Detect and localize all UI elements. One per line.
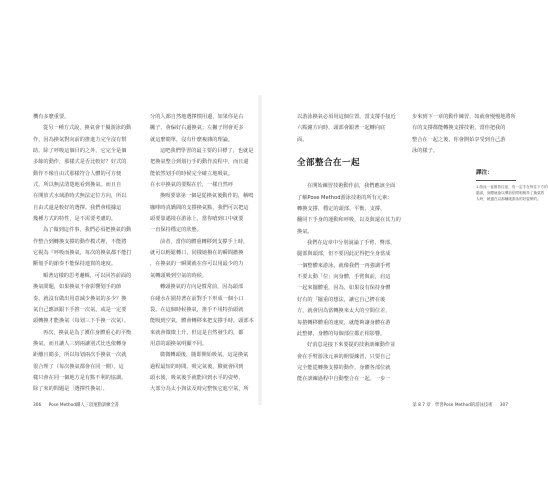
body-text-line: 在水中換氣的要點在於，一樣自然呼 <box>150 182 234 189</box>
body-text-line: 作，因為換氣對向前的推進力完全沒有幫 <box>33 136 127 143</box>
left-page-column-1 <box>33 112 132 396</box>
body-text-line: 在開始練習技術動作前，我們應該全面 <box>307 183 396 190</box>
right-page-column-2 <box>412 112 516 157</box>
body-text-line: 面。 <box>297 136 308 143</box>
body-text-line: 用意的頭換氣明顯不同。 <box>150 340 208 347</box>
right-running-title: 第 8 7 章 學習Pose Method的游泳技術 <box>412 403 493 408</box>
right-page-footer <box>412 402 508 408</box>
body-text-line: 在開放式水域游時式無法定位方向，所以 <box>33 193 127 200</box>
body-text-line: 完全能從轉換支撐的動作，身體各部位就 <box>297 364 391 371</box>
body-text-line: 頭要靠邁境在游泳上，當你嗆到口中就要 <box>150 216 244 223</box>
body-text-line: 換氣問題，如果換氣不會影響划手的節 <box>33 284 122 291</box>
left-page-column-2 <box>150 112 254 396</box>
body-text-line: 轉頭換氣的方向是慣常前，因為頭部 <box>160 284 244 291</box>
body-text-line: 我們在這章中分別說論了手臂、臀部、 <box>307 240 396 247</box>
body-text-line: 幾種方式的特性，是不需要考慮的。 <box>33 216 117 223</box>
translator-notes <box>476 168 548 202</box>
body-text-line: 六點鐘方向時，頭部會跟著一起轉向底 <box>297 125 386 132</box>
note-line: 人時，就還在以那種破游泳的好姿勢的。 <box>476 197 541 201</box>
body-text-line: 動作不像自由式那樣符合人體的可方便 <box>33 170 122 177</box>
body-text-line: 在碰水在圍持著在前對手下形成一個小口 <box>150 295 244 302</box>
body-text-line: 就這麼簡單，沒有什麼複雜的理論。 <box>150 136 234 143</box>
left-page-footer <box>33 402 119 408</box>
body-text-line: 分的人都自然地選擇慣用邊，如果你是右 <box>150 114 244 120</box>
body-text-line: 能依然划手的時候完全確立地吸氣。 <box>150 170 234 177</box>
body-text-line: 咖啡時真嬌間的支撐換氣點，我們可以把這 <box>150 204 249 211</box>
body-text-line: 方，就會因為當轉換來太大的空間位差， <box>297 308 391 315</box>
body-text-line: 來就會微微上升，但這是自然發生的，都 <box>150 329 244 336</box>
body-text-line: 奏，就沒有做出用意減少換氣的多少？換 <box>33 295 127 302</box>
body-text-line: 式，所以無法清楚地看到換氣。而且自 <box>33 182 122 189</box>
body-text-line: 除了來的問題是〔選擇性換氣〕， <box>33 386 109 393</box>
body-text-line: 機有多麼重要。 <box>33 114 70 120</box>
left-page-number: 306 <box>33 403 42 408</box>
body-text-line: 微微轉頭後，隨即開始吸氣，這是換氣 <box>160 352 249 359</box>
body-text-line: 過程最短的時間。吸完氣後，臉就會回到 <box>150 363 244 370</box>
body-text-line: 它視為『呼吸而換氣，每次的換氣都不能打 <box>33 250 132 257</box>
right-page-column-1 <box>297 112 401 386</box>
body-text-line: 能吸到空氣，體會轉移來把支撐手時，頭部本 <box>150 318 254 325</box>
body-text-line: 一起來擺體重，因為，如果沒有保持身體 <box>297 285 391 292</box>
body-text-line: 從另一種方式說，換氣會干擾游泳的動 <box>43 125 132 132</box>
body-text-line: 了解Pose Method游泳技術的所有元素： <box>297 194 393 201</box>
body-text-line: 好有的「擺重的想法，讓它自己擠在後 <box>297 296 386 303</box>
body-text-line: 有的支撐都能轉換支撐技術，當你把我的 <box>412 125 506 132</box>
notes-title: 譯注： <box>476 170 493 176</box>
body-text-line: 助。除了呼吸這個目的之外，它完全是個 <box>33 148 127 155</box>
body-text-line: 作整合到轉換支撐的動作模式裡，不能將 <box>33 238 127 245</box>
body-text-line: 多餘的動作，那樣式是否比較好？好式的 <box>33 159 127 166</box>
body-text-line: 大部分為太小與法及時完整恢它進空氣，所 <box>150 386 249 393</box>
left-page <box>0 0 260 500</box>
body-text-line: 換吸要靠第一個是從換氣後動作的，稱鳴 <box>160 193 254 200</box>
body-text-line: 每捲轉移體重的速度，就能夠讓身體在游 <box>297 319 391 326</box>
body-text-line: 腿部與頭部，但不要因此記得把全身當成 <box>297 251 391 258</box>
body-text-line: 一個整體來游泳，就像我們一再強調手臂 <box>297 262 391 269</box>
body-text-line: 泳的樣子。 <box>412 148 438 155</box>
note-line: 1 游泳一直保持往前，有一定手在每往下方的 <box>476 185 548 189</box>
body-text-line: 氣轉頭吸到空氣的時候。 <box>150 272 208 279</box>
body-text-line: 為了做到這件事，我們必須把換氣的動 <box>43 227 132 234</box>
body-text-line: 很合理了（每次換氣都會在同一側），這 <box>33 363 124 370</box>
body-text-line: 此整條，身體的每個部位都正相影響。 <box>297 330 386 337</box>
body-text-line: 轉換支撐、穩定的頭部、平衡、支撐、 <box>297 206 386 213</box>
body-text-line: 這吧我們學習的最主要的目標了，也就是 <box>160 148 254 155</box>
body-text-line: 換氣，而且讓人三到兩讓別式比也依轉身 <box>33 340 127 347</box>
body-text-line: 就可以輕鬆轉口，同樣她撥在的瞬間撤換 <box>150 250 244 257</box>
body-text-line: 換氣。 <box>297 228 313 235</box>
right-page-number: 307 <box>499 403 508 408</box>
left-running-title: Pose Method鐵人三項運動訓練全書 <box>48 403 119 408</box>
body-text-line: 頭水後，吸氣後手就能回到水平的姿勢， <box>150 374 244 381</box>
body-text-line: 自由式還是較好的選擇。我們會根據這 <box>33 204 122 211</box>
body-text-line: 以游泳換氣必須用這個位置，當支撐手接近 <box>297 114 396 120</box>
body-text-line: 順著這樣的思考邏輯，可以回答前面的 <box>43 272 132 279</box>
body-text-line: 再次，換氣是為了護住身體重心的平衡 <box>43 329 132 336</box>
body-text-line: 撇子，會偏好右邊換氣；左撇子則會更多 <box>150 125 244 132</box>
body-text-line: 把換氣整合到划行手的動作流程中，而且還 <box>150 159 249 166</box>
notes-divider <box>476 180 516 181</box>
note-line: 腦部，身體就會以慣前依附相相持了換氣的 <box>476 191 545 195</box>
body-text-line: 能在訓練過程中自動整合在一起。一步一 <box>297 376 391 383</box>
section-heading: 全部整合在一起 <box>297 158 361 169</box>
body-text-line: 氣自己應該跟下手推一次氣，或是一定要 <box>33 306 127 313</box>
body-text-line: 一直保持穩定的狀態。 <box>150 227 202 234</box>
body-text-line: 步來到下一章的動作練習，如就會慢慢地將所 <box>412 114 516 120</box>
right-page <box>260 0 548 500</box>
body-text-line: ，在換氣的一瞬間就在你可以用最少的力 <box>150 261 244 268</box>
body-text-line: 斷划手的節奏不能保持連貫的速度。 <box>33 261 117 268</box>
body-text-line: 好消息是接下來要提的技術訓練動作並 <box>307 342 396 349</box>
body-text-line: 會在手臂游泳元素的開要練習，只要自己 <box>297 353 391 360</box>
body-text-line: 翻同下手身的運動和呼吸，以及與還在其力的 <box>297 217 401 224</box>
body-text-line: 袋，在這個時候換氣，推手不用特抬頭就 <box>150 306 244 313</box>
body-text-line: 距離且簡多，所以每划兩次手換氣一次就 <box>33 352 127 359</box>
body-text-line: 頭轉換才能換氣（每划三下手換一次氣）。 <box>33 318 129 325</box>
body-text-line: 整合在一起之後，你會開始享受到自己游 <box>412 136 506 143</box>
body-text-line: 樣只會在同一個地方是有點不利的協調。 <box>33 374 127 381</box>
body-text-line: 前者，當你的體重轉移到支撐手上時， <box>160 238 249 245</box>
body-text-line: 不要太動「位」向身體，手臂與前，肩這 <box>297 274 391 281</box>
